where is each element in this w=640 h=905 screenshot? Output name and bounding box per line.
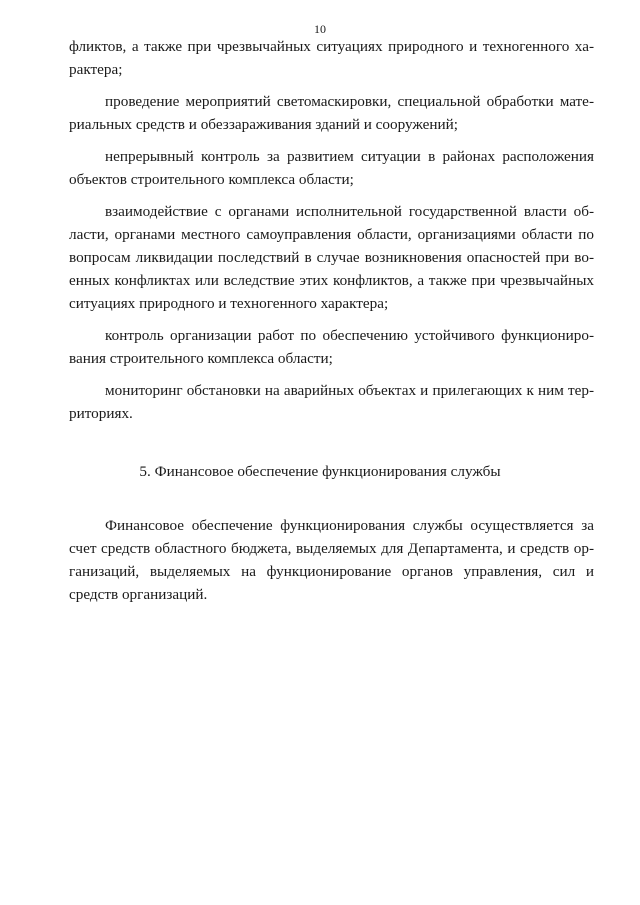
page-number: 10 bbox=[314, 22, 326, 36]
paragraph-interaction-with-authorities: взаимодействие с органами исполнительной государственной власти области, органами местного самоуправления области, организациями области по вопросам ликвидации последствий в случае возникновения опасностей при военных конфликтах или вследствие этих конфликтов, а также при чрезвычайных ситуациях природного и техногенного характера; bbox=[69, 203, 594, 312]
upper-text-block bbox=[69, 35, 594, 425]
paragraph-emergency-site-monitoring: мониторинг обстановки на аварийных объектах и прилегающих к ним территориях. bbox=[69, 382, 594, 422]
paragraph-continuation: фликтов, а также при чрезвычайных ситуациях природного и техногенного характера; bbox=[69, 38, 594, 78]
paragraph-financing: Финансовое обеспечение функционирования службы осуществляется за счет средств областного бюджета, выделяемых для Департамента, и средств организаций, выделяемых на функционирование органов управления, сил и средств организаций. bbox=[69, 517, 594, 603]
section-heading: 5. Финансовое обеспечение функционирования службы bbox=[139, 463, 501, 480]
paragraph-sustainability-control: контроль организации работ по обеспечению устойчивого функционирования строительного комплекса области; bbox=[69, 327, 594, 367]
lower-text-block bbox=[69, 514, 594, 606]
paragraph-blackout-measures: проведение мероприятий светомаскировки, специальной обработки материальных средств и обеззараживания зданий и сооружений; bbox=[69, 93, 594, 133]
paragraph-continuous-monitoring: непрерывный контроль за развитием ситуации в районах расположения объектов строительного комплекса области; bbox=[69, 148, 594, 188]
